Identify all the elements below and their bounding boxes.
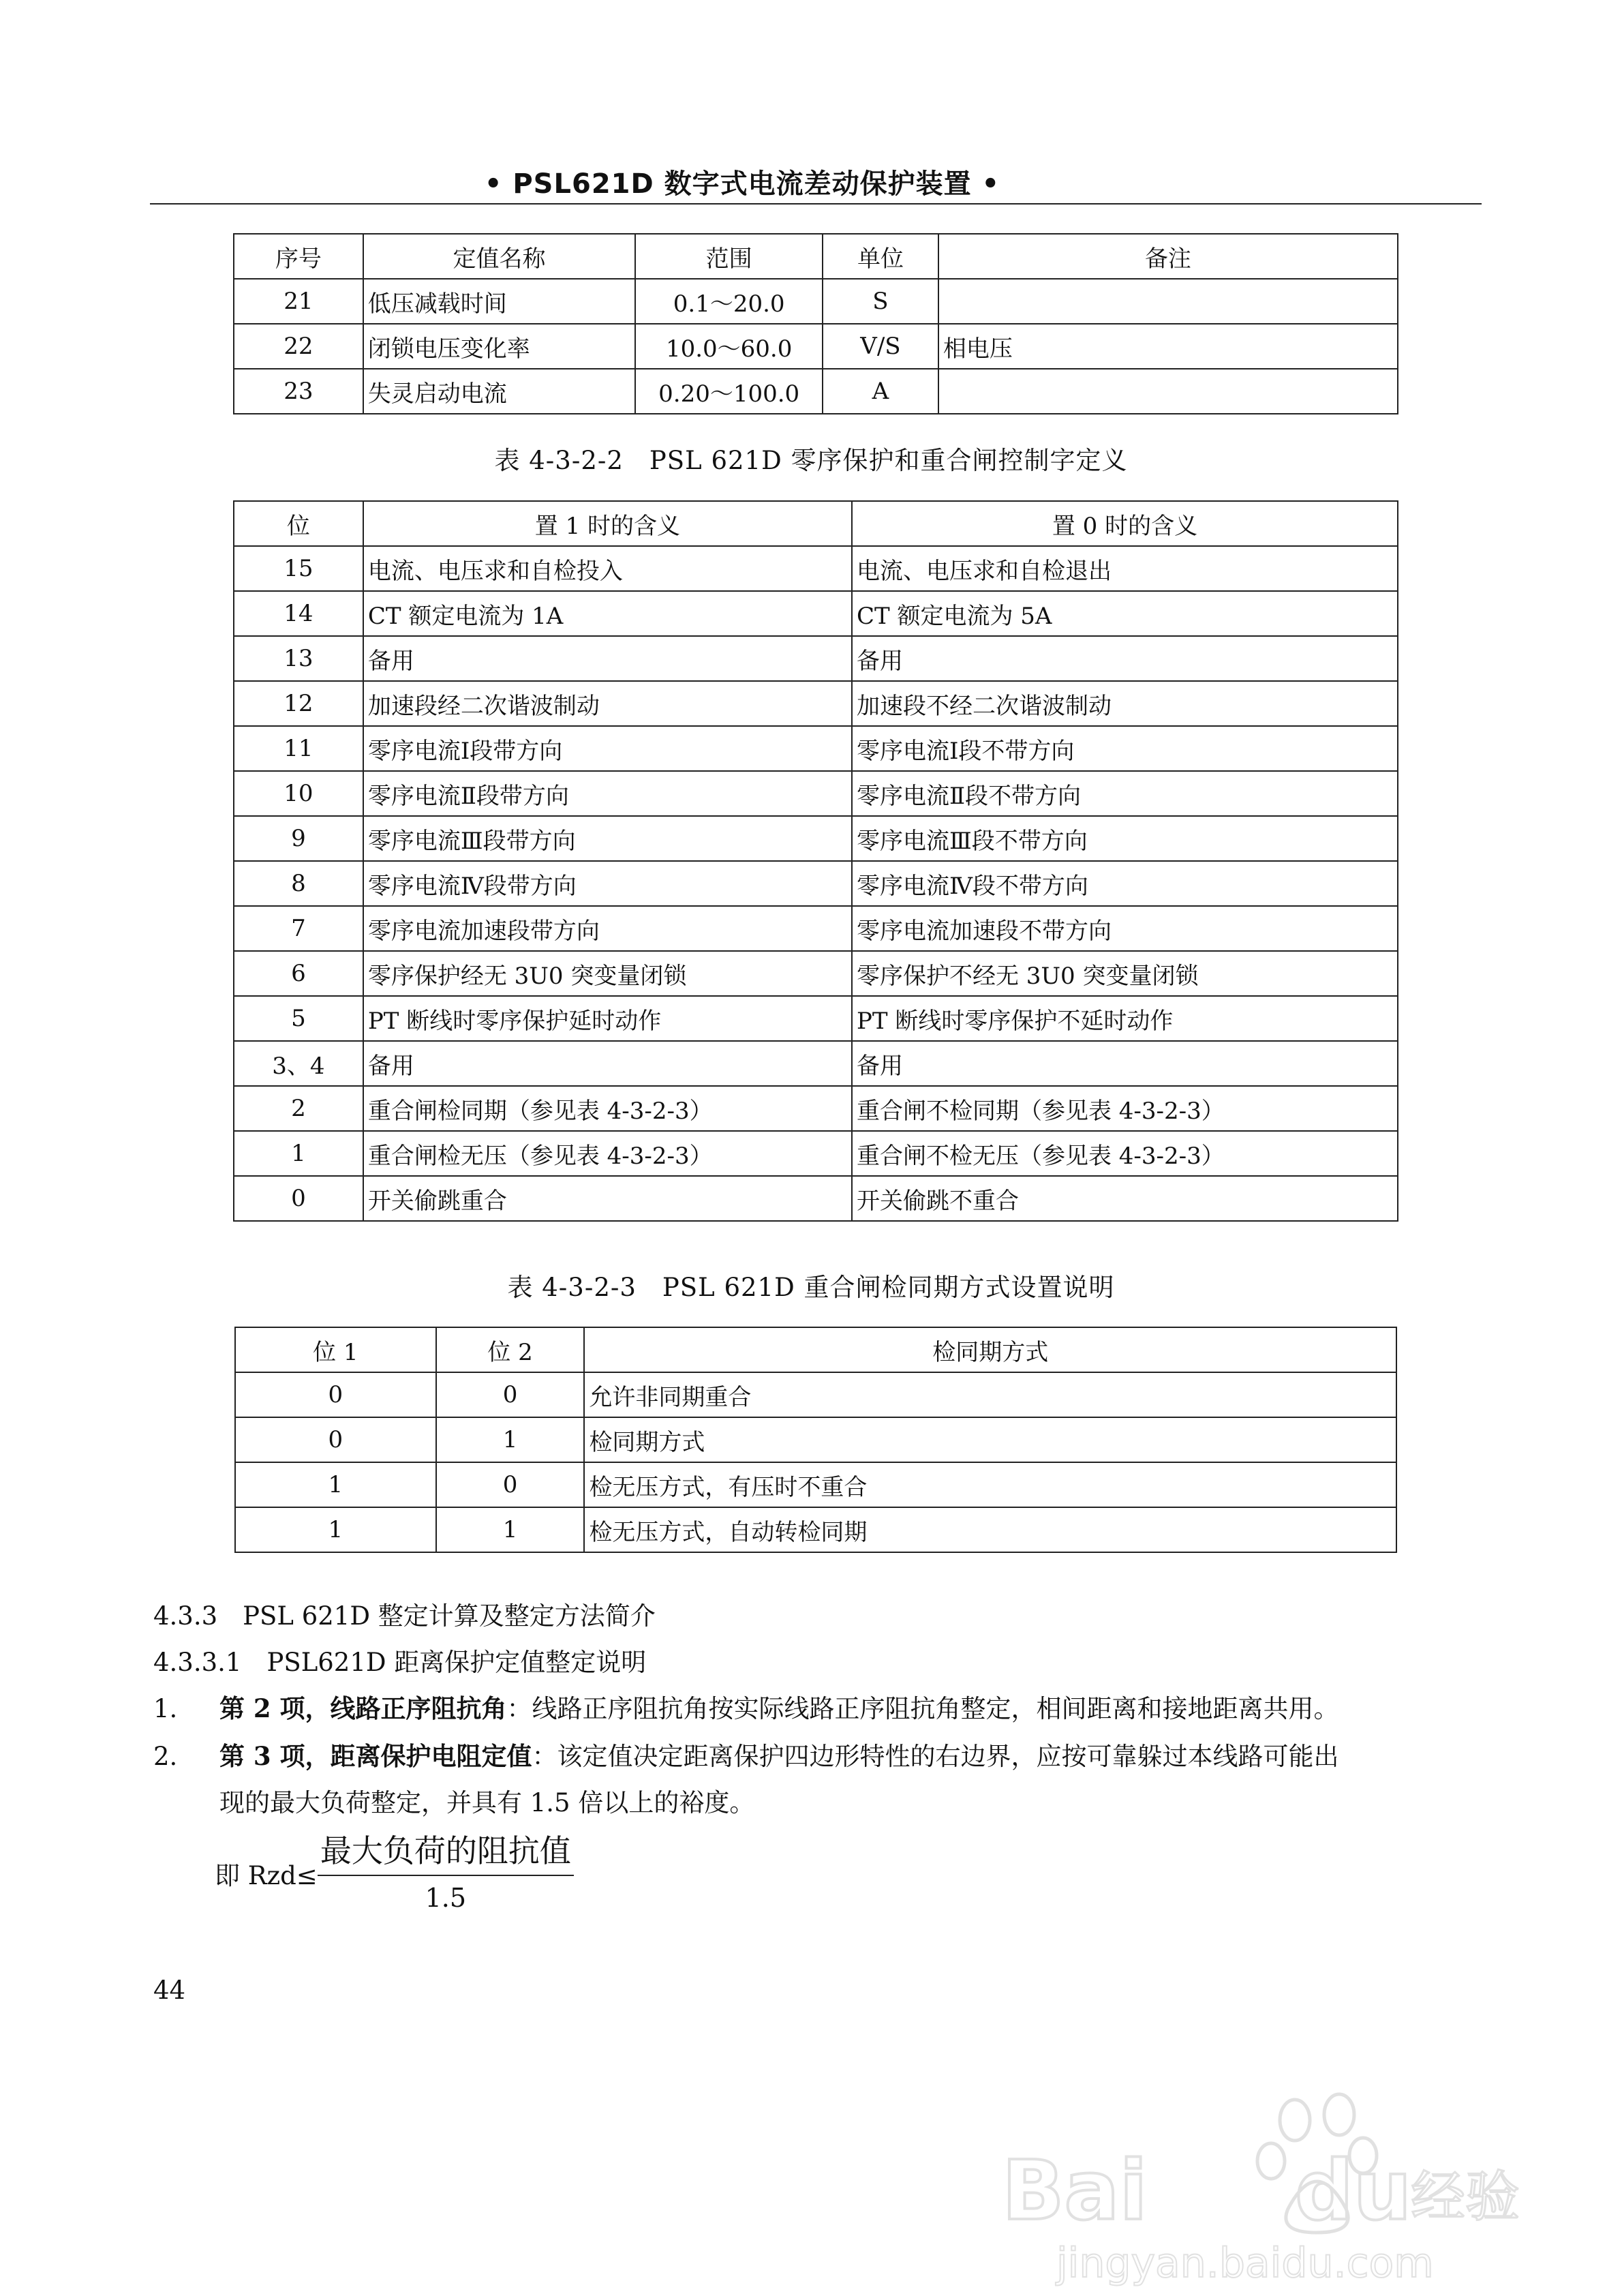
table-cell: 零序保护不经无 3U0 突变量闭锁 <box>852 951 1398 996</box>
table-cell: 零序电流Ⅱ段不带方向 <box>852 771 1398 816</box>
table-header-row <box>235 1327 1396 1372</box>
table-row <box>234 996 1398 1041</box>
table-row <box>234 1131 1398 1176</box>
table-cell: 21 <box>234 279 363 324</box>
table-cell: 零序电流加速段不带方向 <box>852 906 1398 951</box>
table-cell: 重合闸不检同期（参见表 4-3-2-3） <box>852 1086 1398 1131</box>
baidu-watermark-graphic <box>1002 2079 1520 2291</box>
table-header-cell: 检同期方式 <box>584 1327 1396 1372</box>
table-cell: A <box>823 369 938 414</box>
table-cell: 3、4 <box>234 1041 363 1086</box>
table-cell: 零序电流Ⅳ段带方向 <box>363 861 852 906</box>
table-row <box>234 771 1398 816</box>
baidu-jingyan-watermark <box>1002 2079 1520 2291</box>
table-cell: 重合闸检同期（参见表 4-3-2-3） <box>363 1086 852 1131</box>
table-row <box>235 1372 1396 1417</box>
table-cell: 加速段经二次谐波制动 <box>363 681 852 726</box>
table-cell: 闭锁电压变化率 <box>363 324 635 369</box>
table-cell: 低压减载时间 <box>363 279 635 324</box>
table-cell: 13 <box>234 636 363 681</box>
table-cell: 重合闸不检无压（参见表 4-3-2-3） <box>852 1131 1398 1176</box>
control-word-table <box>233 500 1398 1222</box>
table-header-cell: 序号 <box>234 234 363 279</box>
table-header-cell: 单位 <box>823 234 938 279</box>
table-cell: 零序电流Ⅰ段带方向 <box>363 726 852 771</box>
table-cell: 0 <box>436 1372 585 1417</box>
table-cell: 零序保护经无 3U0 突变量闭锁 <box>363 951 852 996</box>
table-cell: 0.20～100.0 <box>635 369 823 414</box>
table-cell: 检无压方式，自动转检同期 <box>584 1507 1396 1552</box>
table-cell: 7 <box>234 906 363 951</box>
table-cell: 检同期方式 <box>584 1417 1396 1462</box>
table3-caption: 表 4-3-2-3 PSL 621D 重合闸检同期方式设置说明 <box>507 1273 1115 1302</box>
formula-numerator: 最大负荷的阻抗值 <box>318 1827 574 1876</box>
table-cell: 1 <box>436 1507 585 1552</box>
table-row <box>234 369 1398 414</box>
list-item-number: 1. <box>153 1694 178 1723</box>
list-item-number: 2. <box>153 1742 178 1771</box>
table-cell: 14 <box>234 591 363 636</box>
table-cell: 22 <box>234 324 363 369</box>
table-cell: 1 <box>234 1131 363 1176</box>
table-cell: S <box>823 279 938 324</box>
watermark-url: jingyan.baidu.com <box>1056 2239 1434 2287</box>
table-cell: 10 <box>234 771 363 816</box>
formula <box>215 1827 574 1920</box>
paw-toe-3 <box>1257 2143 1285 2179</box>
list-item-text: ：该定值决定距离保护四边形特性的右边界，应按可靠躲过本线路可能出 <box>532 1742 1339 1771</box>
table-header-row <box>234 501 1398 546</box>
header-rule <box>150 203 1482 205</box>
table-cell: 0.1～20.0 <box>635 279 823 324</box>
table-cell: 零序电流Ⅱ段带方向 <box>363 771 852 816</box>
table-cell: 10.0～60.0 <box>635 324 823 369</box>
table-cell: 电流、电压求和自检投入 <box>363 546 852 591</box>
table-cell: 加速段不经二次谐波制动 <box>852 681 1398 726</box>
table-header-cell: 位 1 <box>235 1327 436 1372</box>
table-cell: CT 额定电流为 1A <box>363 591 852 636</box>
table-cell: 15 <box>234 546 363 591</box>
table-row <box>234 591 1398 636</box>
table-row <box>234 324 1398 369</box>
table-header-cell: 位 2 <box>436 1327 585 1372</box>
table-cell: 电流、电压求和自检退出 <box>852 546 1398 591</box>
table-cell: 检无压方式，有压时不重合 <box>584 1462 1396 1507</box>
table-cell: 5 <box>234 996 363 1041</box>
table-cell: 零序电流Ⅳ段不带方向 <box>852 861 1398 906</box>
table-cell: PT 断线时零序保护不延时动作 <box>852 996 1398 1041</box>
table-header-cell: 范围 <box>635 234 823 279</box>
table-cell: 备用 <box>363 1041 852 1086</box>
watermark-suffix: 经验 <box>1411 2165 1520 2229</box>
table-cell: 0 <box>235 1417 436 1462</box>
formula-denominator: 1.5 <box>425 1883 467 1913</box>
table-row <box>234 546 1398 591</box>
table-cell: 零序电流Ⅲ段带方向 <box>363 816 852 861</box>
list-item-2-continuation: 现的最大负荷整定，并具有 1.5 倍以上的裕度。 <box>219 1788 755 1817</box>
table-cell: 开关偷跳重合 <box>363 1176 852 1221</box>
table-cell: 0 <box>235 1372 436 1417</box>
table-cell <box>938 279 1398 324</box>
table-cell: 备用 <box>852 636 1398 681</box>
table-row <box>235 1507 1396 1552</box>
list-item-text: ：线路正序阻抗角按实际线路正序阻抗角整定，相间距离和接地距离共用。 <box>506 1694 1339 1723</box>
table-header-row <box>234 234 1398 279</box>
watermark-brand-du: du <box>1295 2144 1412 2239</box>
table-cell: 9 <box>234 816 363 861</box>
page-header-title: • PSL621D 数字式电流差动保护装置 • <box>484 168 1000 200</box>
table-cell: CT 额定电流为 5A <box>852 591 1398 636</box>
table-cell: 2 <box>234 1086 363 1131</box>
table-row <box>234 1086 1398 1131</box>
table-header-cell: 置 0 时的含义 <box>852 501 1398 546</box>
table-header-cell: 置 1 时的含义 <box>363 501 852 546</box>
table-row <box>234 726 1398 771</box>
table-cell: 0 <box>436 1462 585 1507</box>
table-cell: 1 <box>235 1462 436 1507</box>
table-cell: 1 <box>235 1507 436 1552</box>
table-cell: 相电压 <box>938 324 1398 369</box>
table-row <box>234 951 1398 996</box>
table-cell: V/S <box>823 324 938 369</box>
table-row <box>235 1417 1396 1462</box>
table-cell: 零序电流加速段带方向 <box>363 906 852 951</box>
table-row <box>234 816 1398 861</box>
table-cell <box>938 369 1398 414</box>
list-item-2 <box>153 1736 1339 1772</box>
list-item-lead: 第 3 项，距离保护电阻定值 <box>219 1741 532 1771</box>
page-number: 44 <box>153 1976 186 2005</box>
table-cell: 允许非同期重合 <box>584 1372 1396 1417</box>
table-cell: 重合闸检无压（参见表 4-3-2-3） <box>363 1131 852 1176</box>
table-cell: 备用 <box>363 636 852 681</box>
watermark-brand: Bai <box>1002 2144 1148 2239</box>
section-heading-4-3-3-1: 4.3.3.1 PSL621D 距离保护定值整定说明 <box>153 1648 647 1677</box>
table-cell: 8 <box>234 861 363 906</box>
table2-caption: 表 4-3-2-2 PSL 621D 零序保护和重合闸控制字定义 <box>494 446 1128 475</box>
table-row <box>234 681 1398 726</box>
list-item-lead: 第 2 项，线路正序阻抗角 <box>219 1693 507 1723</box>
table-cell: 23 <box>234 369 363 414</box>
paw-toe-2 <box>1324 2094 1354 2135</box>
section-heading-4-3-3: 4.3.3 PSL 621D 整定计算及整定方法简介 <box>153 1601 656 1631</box>
table-cell: PT 断线时零序保护延时动作 <box>363 996 852 1041</box>
table-cell: 零序电流Ⅲ段不带方向 <box>852 816 1398 861</box>
table-cell: 6 <box>234 951 363 996</box>
table-header-cell: 备注 <box>938 234 1398 279</box>
table-header-cell: 位 <box>234 501 363 546</box>
table-row <box>234 861 1398 906</box>
table-cell: 开关偷跳不重合 <box>852 1176 1398 1221</box>
table-cell: 零序电流Ⅰ段不带方向 <box>852 726 1398 771</box>
table-cell: 备用 <box>852 1041 1398 1086</box>
formula-fraction <box>318 1827 574 1920</box>
table-row <box>235 1462 1396 1507</box>
settings-table <box>233 233 1398 414</box>
table-cell: 0 <box>234 1176 363 1221</box>
table-row <box>234 636 1398 681</box>
table-cell: 12 <box>234 681 363 726</box>
table-row <box>234 1176 1398 1221</box>
table-row <box>234 906 1398 951</box>
table-cell: 11 <box>234 726 363 771</box>
paw-toe-1 <box>1280 2100 1310 2141</box>
table-cell: 失灵启动电流 <box>363 369 635 414</box>
formula-prefix: 即 Rzd≤ <box>215 1861 318 1890</box>
table-row <box>234 1041 1398 1086</box>
list-item-1 <box>153 1688 1339 1725</box>
sync-check-table <box>234 1327 1397 1553</box>
table-header-cell: 定值名称 <box>363 234 635 279</box>
table-cell: 1 <box>436 1417 585 1462</box>
table-row <box>234 279 1398 324</box>
